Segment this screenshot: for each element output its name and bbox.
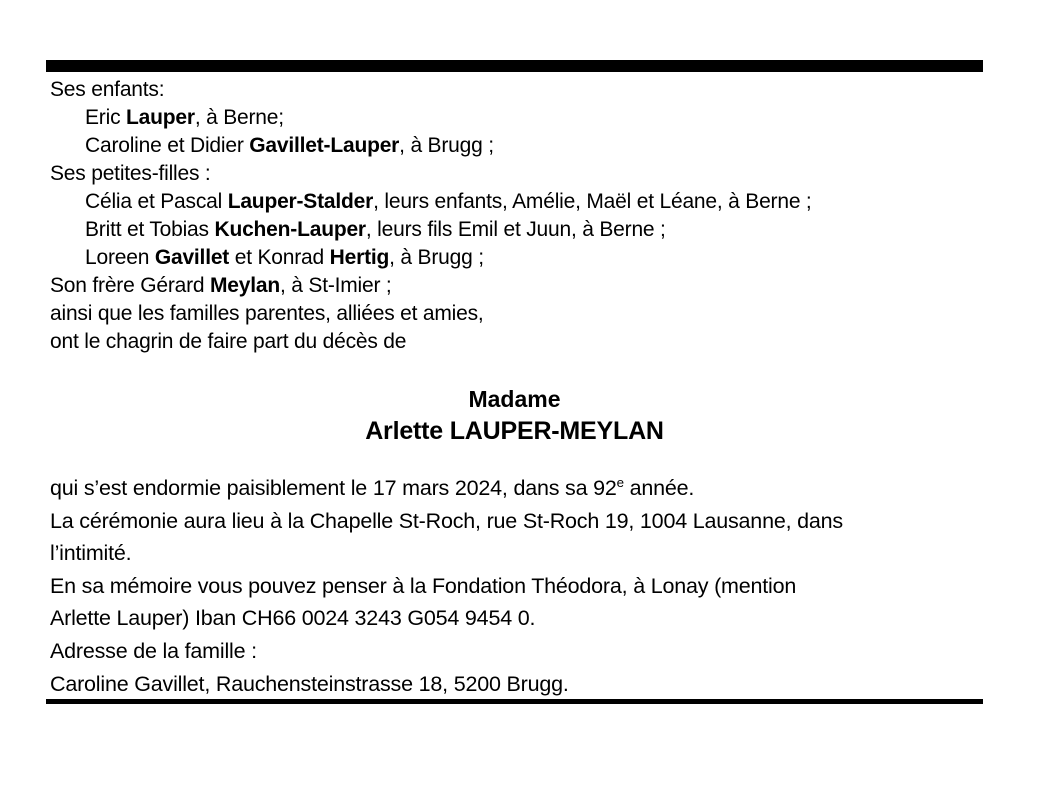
family-line: ont le chagrin de faire part du décès de xyxy=(50,330,407,353)
family-line: Loreen Gavillet et Konrad Hertig, à Brugg ; xyxy=(85,246,484,269)
body-line: Arlette Lauper) Iban CH66 0024 3243 G054 9454 0. xyxy=(50,606,536,631)
family-line: Britt et Tobias Kuchen-Lauper, leurs fils Emil et Juun, à Berne ; xyxy=(85,218,666,241)
deceased-honorific: Madame xyxy=(468,386,561,412)
family-block xyxy=(50,76,990,356)
family-line: Son frère Gérard Meylan, à St-Imier ; xyxy=(50,274,392,297)
family-line: Ses enfants: xyxy=(50,78,165,101)
deceased-name: Arlette LAUPER-MEYLAN xyxy=(365,417,664,445)
family-line: ainsi que les familles parentes, alliées et amies, xyxy=(50,302,484,325)
family-line: Caroline et Didier Gavillet-Lauper, à Brugg ; xyxy=(85,134,494,157)
deceased-title-block xyxy=(46,384,983,449)
family-line: Ses petites-filles : xyxy=(50,162,211,185)
top-rule xyxy=(46,60,983,72)
bottom-rule xyxy=(46,699,983,704)
family-line: Eric Lauper, à Berne; xyxy=(85,106,284,129)
body-line: l’intimité. xyxy=(50,541,132,566)
body-line: Adresse de la famille : xyxy=(50,638,257,663)
body-line: qui s’est endormie paisiblement le 17 mars 2024, dans sa 92e année. xyxy=(50,474,695,500)
announcement-body xyxy=(50,472,1000,700)
family-line: Célia et Pascal Lauper-Stalder, leurs enfants, Amélie, Maël et Léane, à Berne ; xyxy=(85,190,812,213)
body-line: La cérémonie aura lieu à la Chapelle St-Roch, rue St-Roch 19, 1004 Lausanne, dans xyxy=(50,508,843,533)
body-line: Caroline Gavillet, Rauchensteinstrasse 18, 5200 Brugg. xyxy=(50,671,569,696)
body-line: En sa mémoire vous pouvez penser à la Fondation Théodora, à Lonay (mention xyxy=(50,573,797,598)
